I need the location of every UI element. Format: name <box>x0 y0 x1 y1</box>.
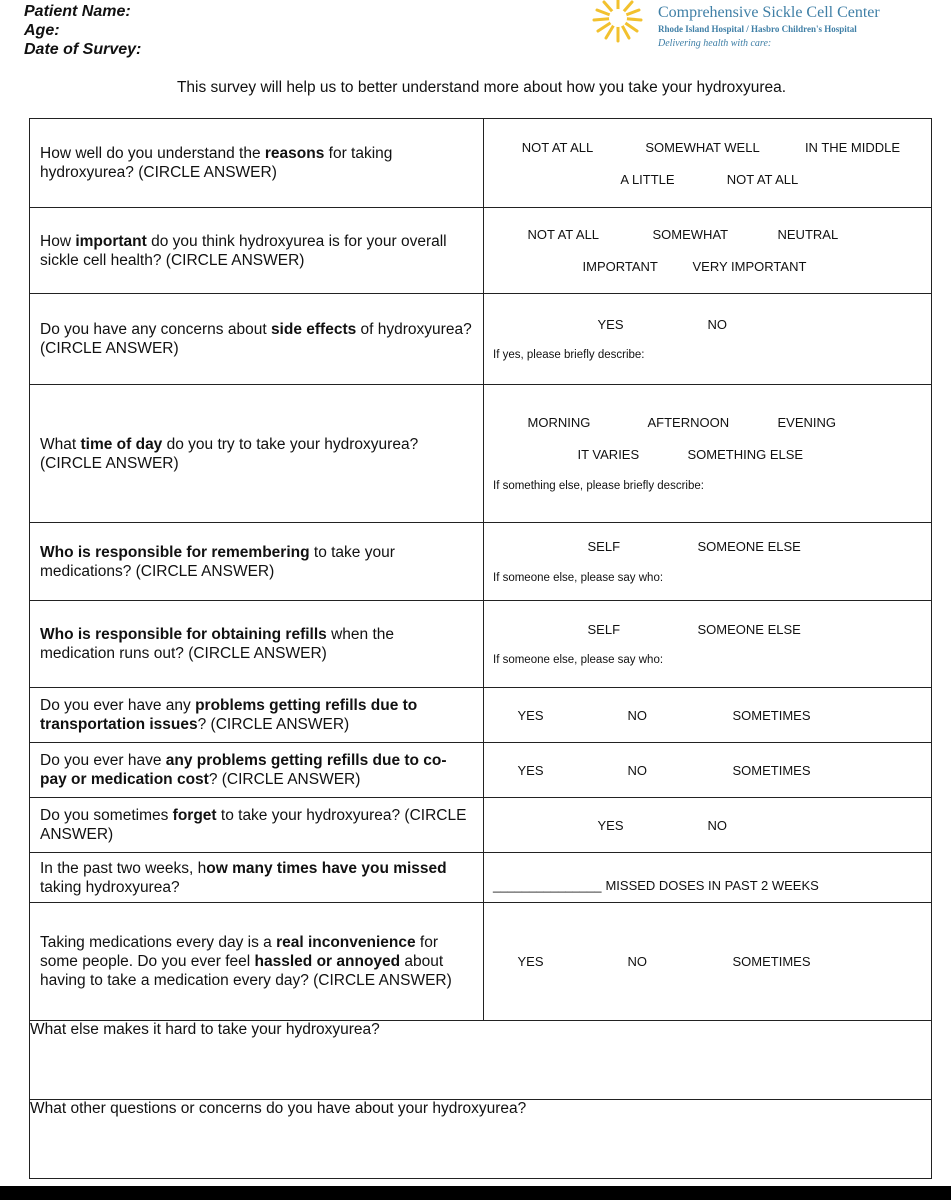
answer-cell <box>484 385 932 523</box>
question-row <box>30 601 932 688</box>
answer-option[interactable]: SOMEWHAT <box>652 227 729 242</box>
answer-cell <box>484 688 932 743</box>
describe-prompt[interactable]: If someone else, please say who: <box>493 571 664 584</box>
question-row <box>30 903 932 1021</box>
answer-option[interactable]: SELF <box>587 539 621 554</box>
answer-option[interactable]: YES <box>517 707 544 723</box>
answer-option[interactable]: MORNING <box>527 415 591 430</box>
answer-option[interactable]: YES <box>517 762 544 778</box>
describe-prompt[interactable]: If someone else, please say who: <box>493 654 664 666</box>
answer-option[interactable]: IN THE MIDDLE <box>804 139 901 155</box>
open-question-text[interactable]: What else makes it hard to take your hydroxyurea? <box>30 1021 932 1100</box>
open-question-row <box>30 1021 932 1100</box>
answer-option[interactable]: SOMETHING ELSE <box>687 447 804 462</box>
question-row <box>30 385 932 523</box>
answer-option[interactable]: NEUTRAL <box>777 227 839 242</box>
question-text: Who is responsible for obtaining refills when the medication runs out? (CIRCLE ANSWER) <box>30 601 484 688</box>
answer-option[interactable]: YES <box>597 316 624 332</box>
answer-option[interactable]: NO <box>707 316 727 332</box>
answer-cell <box>484 208 932 294</box>
question-row <box>30 688 932 743</box>
sun-logo-icon <box>585 0 651 46</box>
question-row <box>30 743 932 798</box>
answer-option[interactable]: NOT AT ALL <box>726 171 799 187</box>
question-text: How important do you think hydroxyurea is for your overall sickle cell health? (CIRCLE ANSWER) <box>30 208 484 294</box>
answer-cell <box>484 798 932 853</box>
answer-cell <box>484 853 932 903</box>
answer-option[interactable]: YES <box>517 954 544 969</box>
answer-option[interactable]: SOMETIMES <box>732 762 811 778</box>
question-text: Do you ever have any problems getting refills due to transportation issues? (CIRCLE ANSWER) <box>30 688 484 743</box>
open-question-text[interactable]: What other questions or concerns do you have about your hydroxyurea? <box>30 1100 932 1179</box>
survey-table <box>29 118 932 1179</box>
answer-cell <box>484 743 932 798</box>
answer-option[interactable]: SOMEWHAT WELL <box>645 139 760 155</box>
answer-option[interactable]: NOT AT ALL <box>521 139 594 155</box>
patient-info-header <box>24 2 141 59</box>
answer-option[interactable]: NO <box>707 817 727 833</box>
question-text: Who is responsible for remembering to take your medications? (CIRCLE ANSWER) <box>30 523 484 601</box>
question-row <box>30 523 932 601</box>
answer-option[interactable]: NO <box>627 707 647 723</box>
survey-intro: This survey will help us to better understand more about how you take your hydroxyurea. <box>176 79 787 96</box>
question-text: What time of day do you try to take your hydroxyurea? (CIRCLE ANSWER) <box>30 385 484 523</box>
answer-cell <box>484 523 932 601</box>
answer-option[interactable]: SOMEONE ELSE <box>697 621 801 637</box>
question-text: Do you sometimes forget to take your hydroxyurea? (CIRCLE ANSWER) <box>30 798 484 853</box>
tagline: Delivering health with care: <box>658 38 772 49</box>
bottom-bar <box>0 1186 951 1200</box>
answer-option[interactable]: SOMEONE ELSE <box>697 539 801 554</box>
hospital-names: Rhode Island Hospital / Hasbro Children's Hospital <box>658 24 857 34</box>
patient-name-label: Patient Name: <box>24 3 131 20</box>
question-row <box>30 208 932 294</box>
describe-prompt[interactable]: If something else, please briefly describe: <box>493 479 704 492</box>
answer-option[interactable]: SELF <box>587 621 621 637</box>
center-logo <box>585 0 951 60</box>
survey-date-label: Date of Survey: <box>24 41 142 58</box>
question-text: Do you ever have any problems getting refills due to co-pay or medication cost? (CIRCLE ANSWER) <box>30 743 484 798</box>
question-text: Do you have any concerns about side effects of hydroxyurea? (CIRCLE ANSWER) <box>30 294 484 385</box>
question-row <box>30 119 932 208</box>
answer-option[interactable]: VERY IMPORTANT <box>692 259 807 274</box>
answer-cell <box>484 119 932 208</box>
answer-cell <box>484 903 932 1021</box>
open-question-row <box>30 1100 932 1179</box>
answer-option[interactable]: SOMETIMES <box>732 954 811 969</box>
answer-cell <box>484 294 932 385</box>
answer-option[interactable]: NO <box>627 954 647 969</box>
question-text: In the past two weeks, how many times have you missed taking hydroxyurea? <box>30 853 484 903</box>
answer-option[interactable]: EVENING <box>777 415 837 430</box>
answer-option[interactable]: IT VARIES <box>577 447 640 462</box>
answer-option[interactable]: NO <box>627 762 647 778</box>
answer-option[interactable]: YES <box>597 817 624 833</box>
answer-option[interactable]: IMPORTANT <box>582 259 658 274</box>
missed-doses-label: MISSED DOSES IN PAST 2 WEEKS <box>605 877 819 893</box>
answer-option[interactable]: AFTERNOON <box>647 415 730 430</box>
describe-prompt[interactable]: If yes, please briefly describe: <box>493 349 645 361</box>
answer-option[interactable]: A LITTLE <box>620 171 675 187</box>
missed-doses-blank[interactable]: _______________ <box>493 877 602 893</box>
question-text: How well do you understand the reasons for taking hydroxyurea? (CIRCLE ANSWER) <box>30 119 484 208</box>
org-name: Comprehensive Sickle Cell Center <box>658 4 880 21</box>
answer-cell <box>484 601 932 688</box>
answer-option[interactable]: NOT AT ALL <box>527 227 600 242</box>
age-label: Age: <box>24 22 60 39</box>
question-row <box>30 798 932 853</box>
question-row <box>30 853 932 903</box>
answer-option[interactable]: SOMETIMES <box>732 707 811 723</box>
question-text: Taking medications every day is a real inconvenience for some people. Do you ever feel hassled or annoyed about having to take a medication every day? (CIRCLE ANSWER) <box>30 903 484 1021</box>
question-row <box>30 294 932 385</box>
